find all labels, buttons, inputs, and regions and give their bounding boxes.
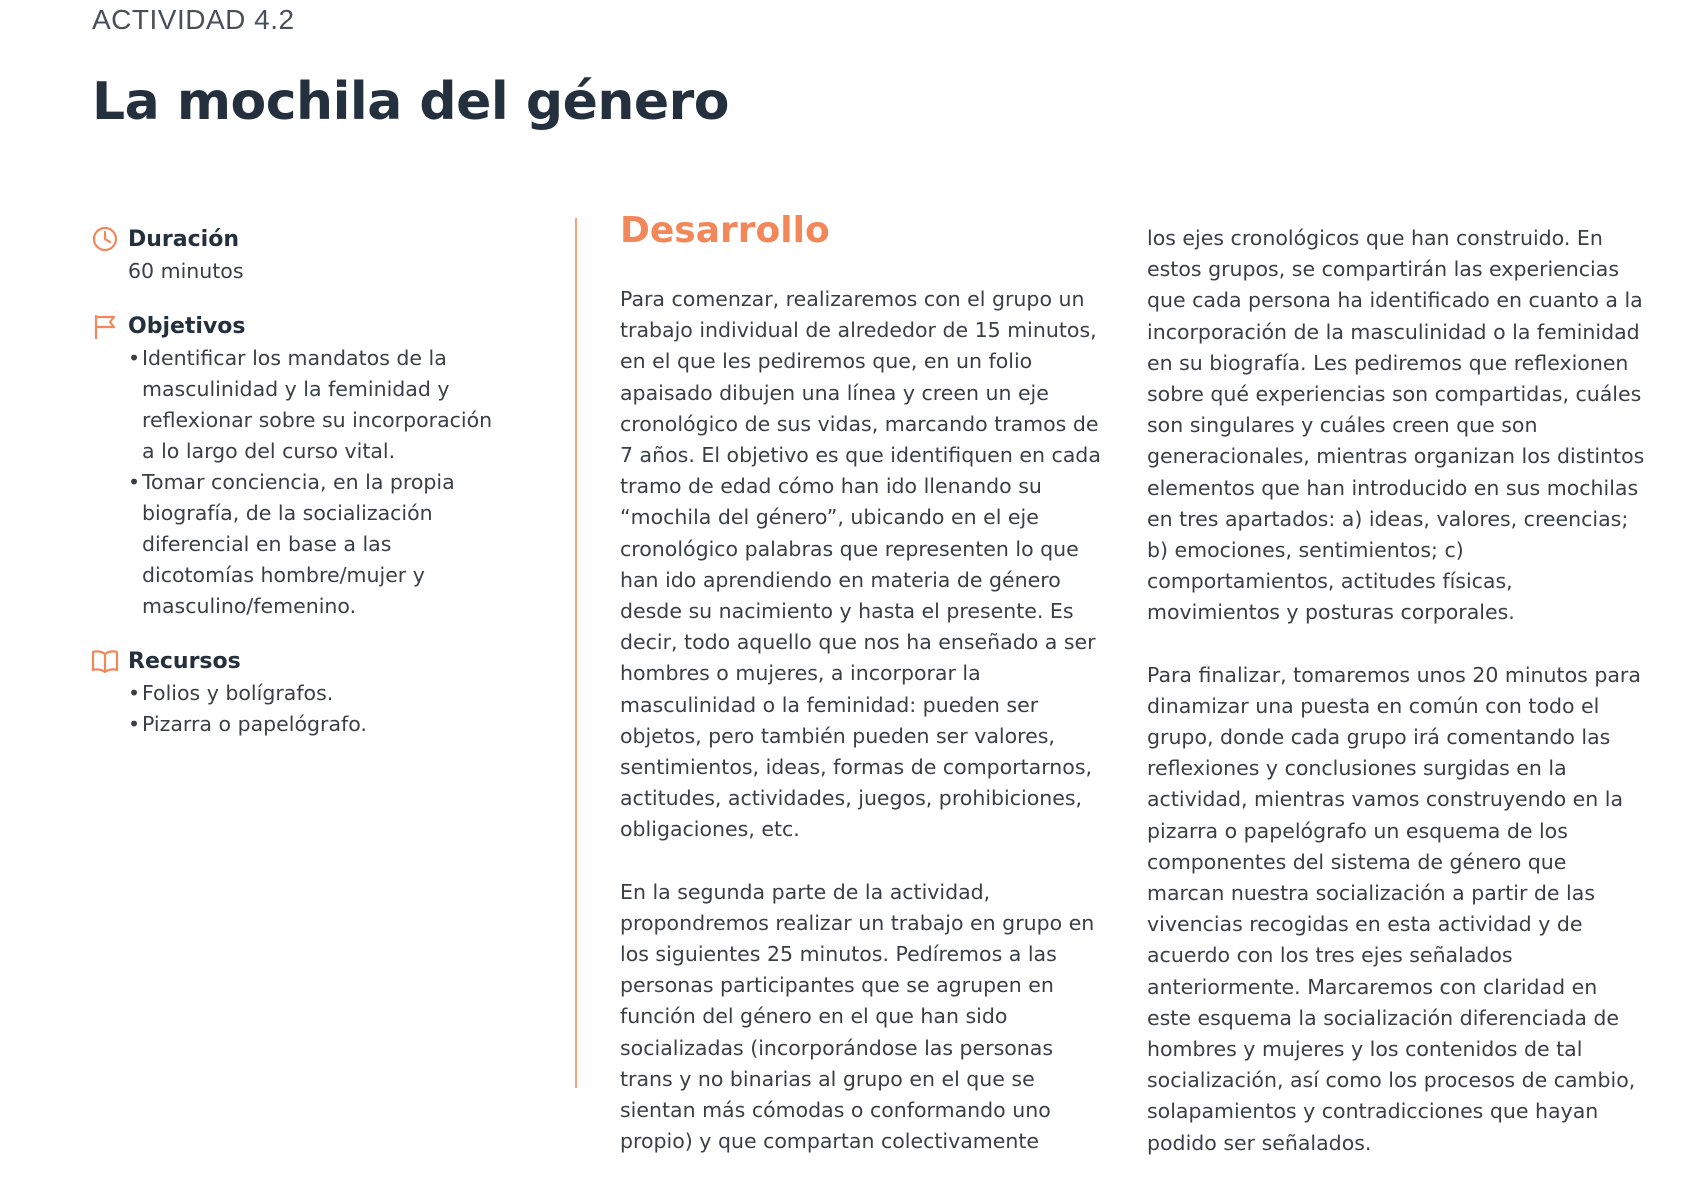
desarrollo-column-2 — [1147, 223, 1647, 1190]
book-icon — [90, 646, 120, 676]
objetivos-list — [128, 343, 500, 622]
desarrollo-heading: Desarrollo — [620, 210, 830, 251]
section-recursos — [90, 644, 500, 740]
recursos-list — [128, 678, 500, 740]
clock-icon — [90, 224, 120, 254]
section-title-duracion: Duración — [128, 226, 239, 252]
section-duracion — [90, 222, 500, 287]
section-title-objetivos: Objetivos — [128, 313, 246, 339]
column-divider — [575, 218, 577, 1088]
list-item: • Tomar conciencia, en la propia biografía, de la socialización diferencial en base a las dicotomías hombre/mujer y masculino/femenino. — [128, 467, 500, 622]
paragraph: Para comenzar, realizaremos con el grupo un trabajo individual de alrededor de 15 minutos, en el que les pediremos que, en un folio apaisado dibujen una línea y creen un eje cronológico de sus vidas, marcando tramos de 7 años. El objetivo es que identifiquen en cada tramo de edad cómo han ido llenando su “mochila del género”, ubicando en el eje cronológico palabras que representen lo que han ido aprendiendo en materia de género desde su nacimiento y hasta el presente. Es decir, todo aquello que nos ha enseñado a ser hombres o mujeres, a incorporar la masculinidad o la feminidad: pueden ser objetos, pero también pueden ser valores, sentimientos, ideas, formas de comportarnos, actitudes, actividades, juegos, prohibiciones, obligaciones, etc. — [620, 287, 1101, 842]
flag-icon — [90, 311, 120, 341]
section-objetivos — [90, 309, 500, 622]
section-title-recursos: Recursos — [128, 648, 241, 674]
list-item: • Folios y bolígrafos. — [128, 678, 500, 709]
paragraph: En la segunda parte de la actividad, propondremos realizar un trabajo en grupo en los siguientes 25 minutos. Pedíremos a las personas participantes que se agrupen en función del género en el que han sido socializadas (incorporándose las personas trans y no binarias al grupo en el que se sientan más cómodas o conformando uno propio) y que compartan colectivamente — [620, 879, 1095, 1154]
list-item: • Identificar los mandatos de la masculinidad y la feminidad y reflexionar sobre su incorporación a lo largo del curso vital. — [128, 343, 500, 467]
paragraph: Para finalizar, tomaremos unos 20 minutos para dinamizar una puesta en común con todo el grupo, donde cada grupo irá comentando las reflexiones y conclusiones surgidas en la actividad, mientras vamos construyendo en la pizarra o papelógrafo un esquema de los componentes del sistema de género que marcan nuestra socialización a partir de las vivencias recogidas en esta actividad y de acuerdo con los tres ejes señalados anteriormente. Marcaremos con claridad en este esquema la socialización diferenciada de hombres y mujeres y los contenidos de tal socialización, así como los procesos de cambio, solapamientos y contradicciones que hayan podido ser señalados. — [1147, 662, 1641, 1155]
activity-kicker: ACTIVIDAD 4.2 — [92, 4, 295, 35]
duracion-value: 60 minutos — [128, 259, 244, 283]
desarrollo-column-1 — [620, 284, 1108, 1188]
paragraph: los ejes cronológicos que han construido. En estos grupos, se compartirán las experiencias que cada persona ha identificado en cuanto a la incorporación de la masculinidad o la feminidad en su biografía. Les pediremos que reflexionen sobre qué experiencias son compartidas, cuáles son singulares y cuáles creen que son generacionales, mientras organizan los distintos elementos que han introducido en sus mochilas en tres apartados: a) ideas, valores, creencias; b) emociones, sentimientos; c) comportamientos, actitudes físicas, movimientos y posturas corporales. — [1147, 226, 1645, 625]
sidebar — [90, 222, 500, 762]
page-title: La mochila del género — [92, 72, 729, 132]
list-item: • Pizarra o papelógrafo. — [128, 709, 500, 740]
